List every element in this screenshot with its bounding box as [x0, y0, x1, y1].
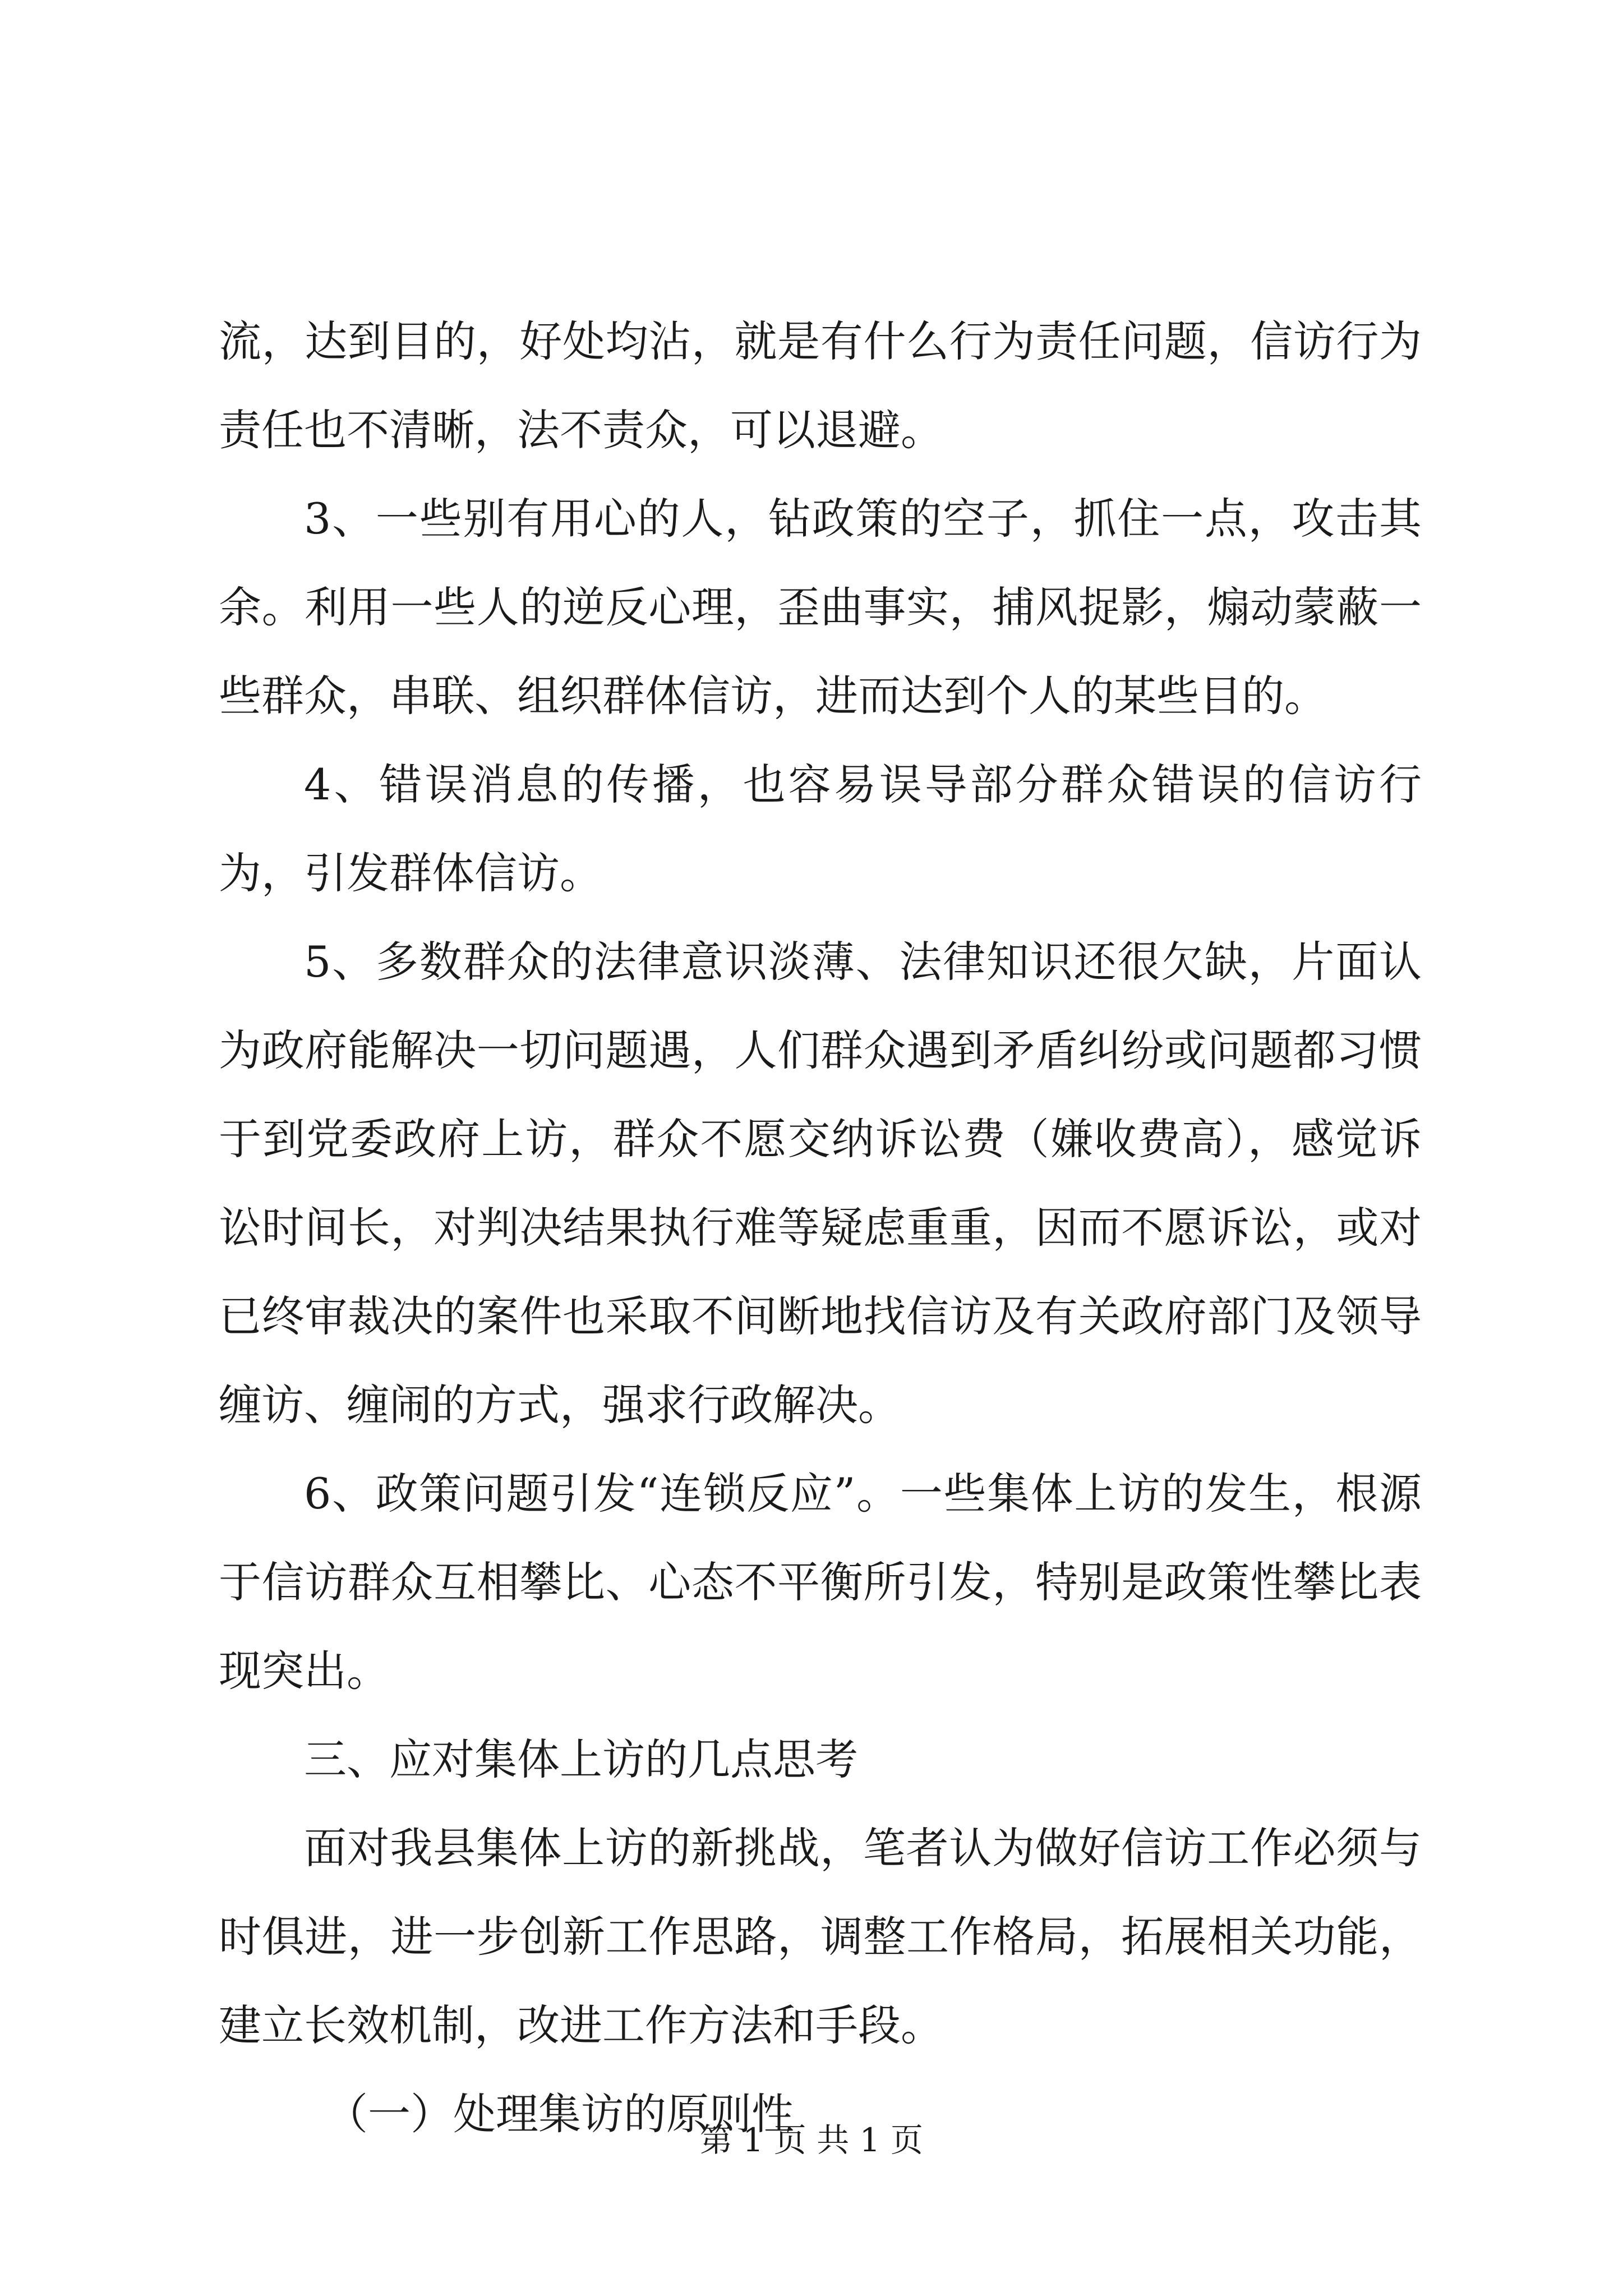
- paragraph-item-3: 3、一些别有用心的人，钻政策的空子，抓住一点，攻击其余。利用一些人的逆反心理，歪曲事实，捕风捉影，煽动蒙蔽一些群众，串联、组织群体信访，进而达到个人的某些目的。: [219, 494, 1422, 721]
- paragraph-item-4: 4、错误消息的传播，也容易误导部分群众错误的信访行为，引发群体信访。: [219, 760, 1422, 898]
- paragraph-item-6: 6、政策问题引发“连锁反应”。一些集体上访的发生，根源于信访群众互相攀比、心态不平衡所引发，特别是政策性攀比表现突出。: [219, 1469, 1422, 1696]
- paragraph-section-intro: 面对我县集体上访的新挑战，笔者认为做好信访工作必须与时俱进，进一步创新工作思路，调整工作格局，拓展相关功能，建立长效机制，改进工作方法和手段。: [219, 1823, 1422, 2050]
- section-heading-3: 三、应对集体上访的几点思考: [304, 1734, 858, 1784]
- paragraph-item-5: 5、多数群众的法律意识淡薄、法律知识还很欠缺，片面认为政府能解决一切问题遇，人们群众遇到矛盾纠纷或问题都习惯于到党委政府上访，群众不愿交纳诉讼费（嫌收费高），感觉诉讼时间长，对判决结果执行难等疑虑重重，因而不愿诉讼，或对已终审裁决的案件也采取不间断地找信访及有关政府部门及领导缠访、缠闹的方式，强求行政解决。: [219, 937, 1422, 1430]
- subsection-heading-1: （一）处理集访的原则性: [325, 2089, 794, 2139]
- page-number: 第 1 页 共 1 页: [700, 2121, 923, 2159]
- paragraph-continued: 流，达到目的，好处均沾，就是有什么行为责任问题，信访行为责任也不清晰，法不责众，可以退避。: [219, 316, 1422, 455]
- page-footer: [0, 2118, 1623, 2162]
- document-body: [219, 297, 1422, 2159]
